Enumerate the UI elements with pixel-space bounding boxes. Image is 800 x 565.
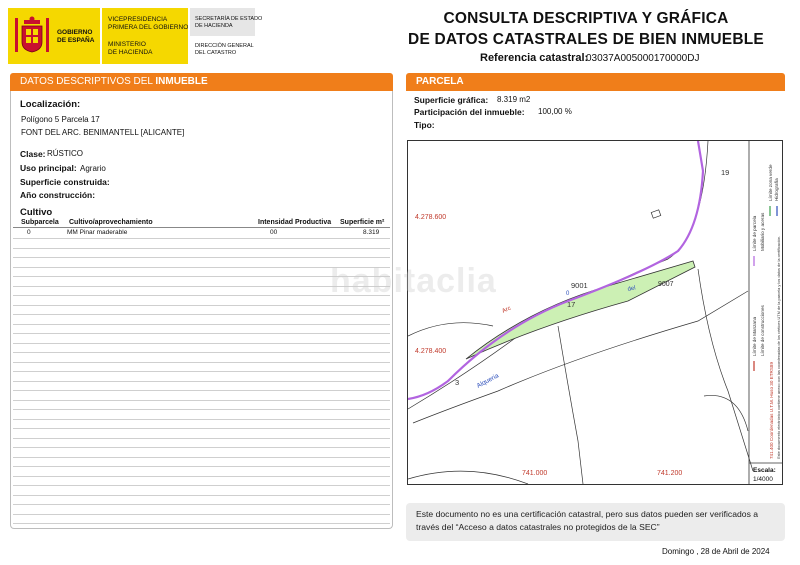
table-row-line — [13, 257, 390, 258]
table-row-line — [13, 447, 390, 448]
table-row — [13, 229, 390, 238]
table-row-line — [13, 305, 390, 306]
table-row-line — [13, 428, 390, 429]
legend-construcciones: Límite de construcciones — [760, 305, 765, 356]
cultivo-table-header — [13, 218, 390, 228]
superficie-grafica-value: 8.319 m2 — [497, 95, 531, 104]
table-row-line — [13, 248, 390, 249]
legend-hidrografia: Hidrografía — [774, 178, 779, 201]
superficie-grafica-label: Superficie gráfica: — [414, 95, 489, 105]
label-0: 0 — [566, 291, 570, 297]
cell-cultivo: MM Pinar maderable — [67, 229, 128, 236]
col-superficie: Superficie m² — [340, 219, 385, 226]
legend-coordinates: 741.400 Coordenadas U.T.M. Huso 30 ETRS89 — [769, 361, 774, 459]
parcel-map[interactable] — [407, 140, 783, 485]
direccion-label: DIRECCIÓN GENERAL DEL CATASTRO — [195, 43, 254, 56]
clase-label: Clase: — [20, 149, 46, 159]
coord-y2-label: 4.278.400 — [415, 348, 447, 355]
label-3: 3 — [455, 378, 460, 387]
localizacion-label: Localización: — [20, 99, 81, 110]
legend-parcela: Límite de parcela — [752, 215, 757, 251]
legend-zona-verde: Límite zona verde — [768, 164, 773, 201]
legend-note: Este documento electrónico contiene anexo con las coordenadas de los vértices UTM de la parcela y los datos de la certificación. — [776, 235, 781, 459]
table-row-line — [13, 343, 390, 344]
watermark: habitaclia — [330, 262, 497, 300]
descriptive-data-bar: DATOS DESCRIPTIVOS DEL INMUEBLE — [10, 73, 393, 91]
anio-label: Año construcción: — [20, 190, 96, 200]
table-row-line — [13, 457, 390, 458]
label-9001: 9001 — [571, 281, 588, 290]
uso-value: Agrario — [80, 164, 106, 173]
page-title: CONSULTA DESCRIPTIVA Y GRÁFICA DE DATOS CATASTRALES DE BIEN INMUEBLE — [408, 10, 764, 48]
table-row-line — [13, 400, 390, 401]
label-algueria: Alqueria — [475, 372, 501, 390]
table-row-line — [13, 352, 390, 353]
localizacion-line1: Polígono 5 Parcela 17 — [21, 115, 100, 124]
secretaria-label: SECRETARÍA DE ESTADO DE HACIENDA — [195, 16, 263, 29]
coord-x1-label: 741.000 — [522, 470, 548, 477]
coord-x2-label: 741.200 — [657, 470, 683, 477]
table-row-line — [13, 523, 390, 524]
coord-y1-label: 4.278.600 — [415, 214, 447, 221]
cell-intensidad: 00 — [270, 229, 278, 236]
vicepresidencia-label: VICEPRESIDENCIA PRIMERA DEL GOBIERNO — [108, 16, 189, 31]
uso-label: Uso principal: — [20, 163, 77, 173]
table-row-line — [13, 419, 390, 420]
table-row-line — [13, 485, 390, 486]
parcela-bar: PARCELA — [406, 73, 785, 91]
clase-value: RÚSTICO — [47, 149, 83, 158]
table-row-line — [13, 371, 390, 372]
label-arc: Arc — [501, 305, 513, 315]
table-row-line — [13, 514, 390, 515]
table-row-line — [13, 362, 390, 363]
ref-label: Referencia catastral: — [480, 52, 589, 64]
table-row-line — [13, 381, 390, 382]
legend-manzana: Límite de Manzana — [752, 316, 757, 356]
table-row-line — [13, 438, 390, 439]
tipo-label: Tipo: — [414, 120, 435, 130]
escala-label: Escala: — [753, 467, 776, 474]
legend-mobiliario: Mobiliario y aceras — [760, 212, 765, 251]
cell-superficie: 8.319 — [363, 229, 380, 236]
participacion-value: 100,00 % — [538, 107, 572, 116]
table-row-line — [13, 390, 390, 391]
participacion-label: Participación del inmueble: — [414, 107, 525, 117]
date-label: Domingo , 28 de Abril de 2024 — [662, 547, 770, 556]
table-row-line — [13, 476, 390, 477]
notice-box: Este documento no es una certificación catastral, pero sus datos pueden ser verificados a través del “Acceso a datos catastrales no protegidos de la SEC” — [406, 503, 785, 541]
table-row-line — [13, 495, 390, 496]
table-row-line — [13, 333, 390, 334]
superficie-construida-label: Superficie construida: — [20, 177, 110, 187]
table-row-line — [13, 466, 390, 467]
cultivo-title: Cultivo — [20, 207, 53, 218]
label-19: 19 — [721, 168, 730, 177]
gov-name: GOBIERNO DE ESPAÑA — [57, 29, 95, 44]
table-row-line — [13, 314, 390, 315]
col-subparcela: Subparcela — [21, 219, 59, 226]
table-row-line — [13, 324, 390, 325]
ministerio-label: MINISTERIO DE HACIENDA — [108, 41, 153, 56]
table-row-line — [13, 238, 390, 239]
ref-value: 03037A005000170000DJ — [586, 53, 700, 64]
label-del: del — [627, 285, 637, 293]
table-row-line — [13, 409, 390, 410]
coat-of-arms-icon — [12, 14, 52, 58]
col-cultivo: Cultivo/aprovechamiento — [69, 219, 153, 226]
cell-subparcela: 0 — [27, 229, 31, 236]
label-17: 17 — [567, 300, 576, 309]
table-row-line — [13, 504, 390, 505]
localizacion-line2: FONT DEL ARC. BENIMANTELL [ALICANTE] — [21, 128, 185, 137]
label-9007: 9007 — [658, 281, 674, 288]
col-intensidad: Intensidad Productiva — [258, 219, 332, 226]
escala-value: 1/4000 — [753, 476, 773, 483]
